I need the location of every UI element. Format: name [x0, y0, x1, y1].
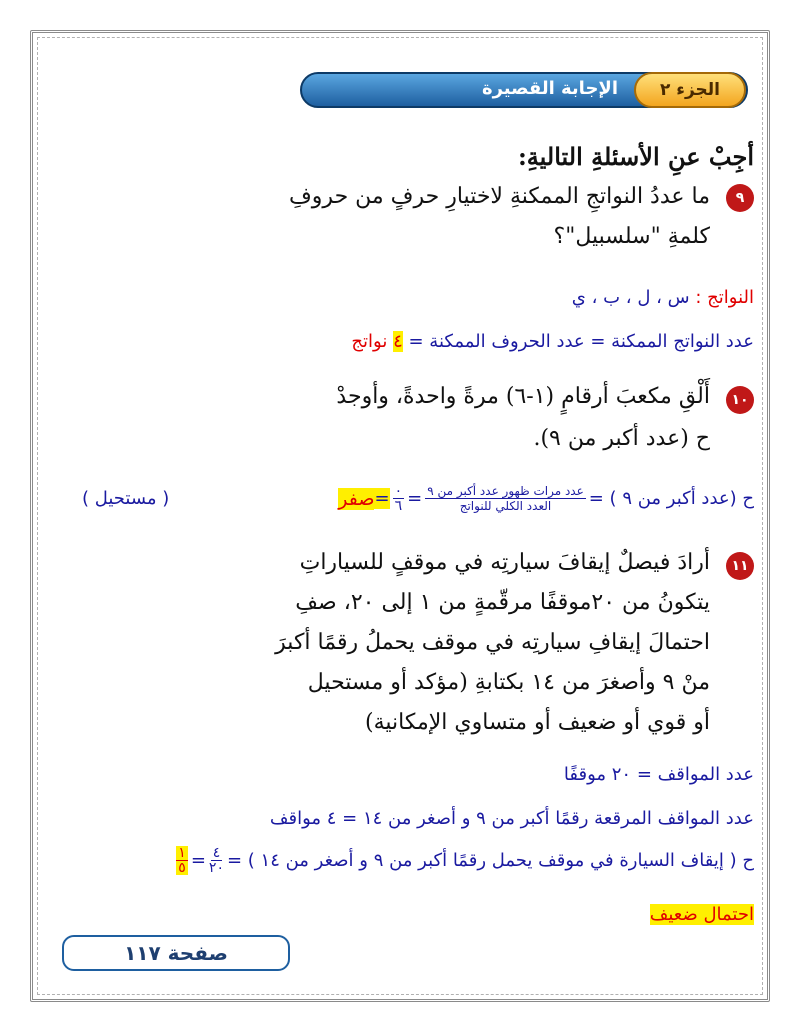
q11-conclusion-text: احتمال ضعيف [649, 904, 754, 925]
q11-res-numerator: ١ [178, 845, 186, 861]
q10-answer [338, 484, 754, 513]
question-number-9: ٩ [726, 184, 754, 212]
q9-outcomes-label: النواتج : [695, 287, 754, 308]
q9-count-text: عدد النواتج الممكنة = عدد الحروف الممكنة = [408, 331, 754, 352]
q10-eq2: = [374, 488, 390, 509]
q11-fraction [209, 846, 224, 875]
q9-line2: كلمةِ "سلسبيل"؟ [553, 224, 710, 249]
q10-frac2-denominator: ٦ [394, 498, 403, 514]
q10-line2: ح (عدد أكبر من ٩). [533, 426, 710, 451]
q11-result-fraction [176, 846, 188, 875]
part-label: الجزء ٢ [634, 72, 746, 108]
question-number-10: ١٠ [726, 386, 754, 414]
q10-fraction [425, 484, 586, 513]
page-number: صفحة ١١٧ [124, 941, 228, 965]
q10-frac2-numerator: ٠ [394, 483, 403, 499]
q10-note: ( مستحيل ) [82, 488, 170, 509]
section-title: الإجابة القصيرة [481, 78, 618, 99]
q11-line5: أو قوي أو ضعيف أو متساوي الإمكانية) [364, 710, 710, 735]
q10-frac-numerator: عدد مرات ظهور عدد أكبر من ٩ [427, 484, 584, 498]
q10-frac-denominator: العدد الكلي للنواتج [459, 499, 552, 513]
q9-line1: ما عددُ النواتجِ الممكنةِ لاختيارِ حرفٍ من حروفِ [289, 184, 710, 209]
q10-answer-prefix: ح (عدد أكبر من ٩ ) = [588, 488, 754, 509]
q11-line3: احتمالَ إيقافِ سيارتِه في موقف يحملُ رقمًا أكبرَ [275, 630, 710, 655]
q9-count-value: ٤ [393, 331, 403, 352]
q11-frac-numerator: ٤ [212, 845, 221, 861]
q11-line1: أرادَ فيصلٌ إيقافَ سيارتِه في موقفٍ للسياراتِ [299, 550, 710, 575]
q11-res-denominator: ٥ [178, 860, 186, 876]
question-number-11: ١١ [726, 552, 754, 580]
q10-fraction2 [393, 484, 405, 513]
q11-answer3-prefix: ح ( إيقاف السيارة في موقف يحمل رقمًا أكبر من ٩ و أصغر من ١٤ ) = [226, 850, 754, 871]
q9-outcomes [572, 287, 754, 308]
q10-line1: أَلْقِ مكعبَ أرقامٍ (١-٦) مرةً واحدةً، وأوجدْ [336, 384, 710, 409]
q11-frac-denominator: ٢٠ [208, 860, 224, 876]
q11-conclusion [650, 904, 754, 925]
page-number-box [62, 935, 290, 971]
q10-result: صفر [338, 487, 375, 510]
instruction-heading: أجِبْ عنِ الأسئلةِ التاليةِ: [517, 142, 754, 171]
q11-eq: = [190, 850, 206, 871]
q9-count-answer [351, 331, 754, 352]
q11-answer3 [173, 846, 754, 875]
q11-answer2: عدد المواقف المرقعة رقمًا أكبر من ٩ و أصغر من ١٤ = ٤ مواقف [269, 808, 754, 829]
q11-line4: منْ ٩ وأصغرَ من ١٤ بكتابةِ (مؤكد أو مستحيل [307, 670, 710, 695]
q9-count-unit: نواتج [351, 331, 388, 352]
q11-answer1: عدد المواقف = ٢٠ موقفًا [563, 764, 754, 785]
q9-outcomes-values: س ، ل ، ب ، ي [571, 287, 696, 308]
q11-line2: يتكونُ من ٢٠موقفًا مرقّمةٍ من ١ إلى ٢٠، صفِ [295, 590, 710, 615]
section-banner [300, 72, 748, 108]
q10-eq: = [407, 488, 423, 509]
